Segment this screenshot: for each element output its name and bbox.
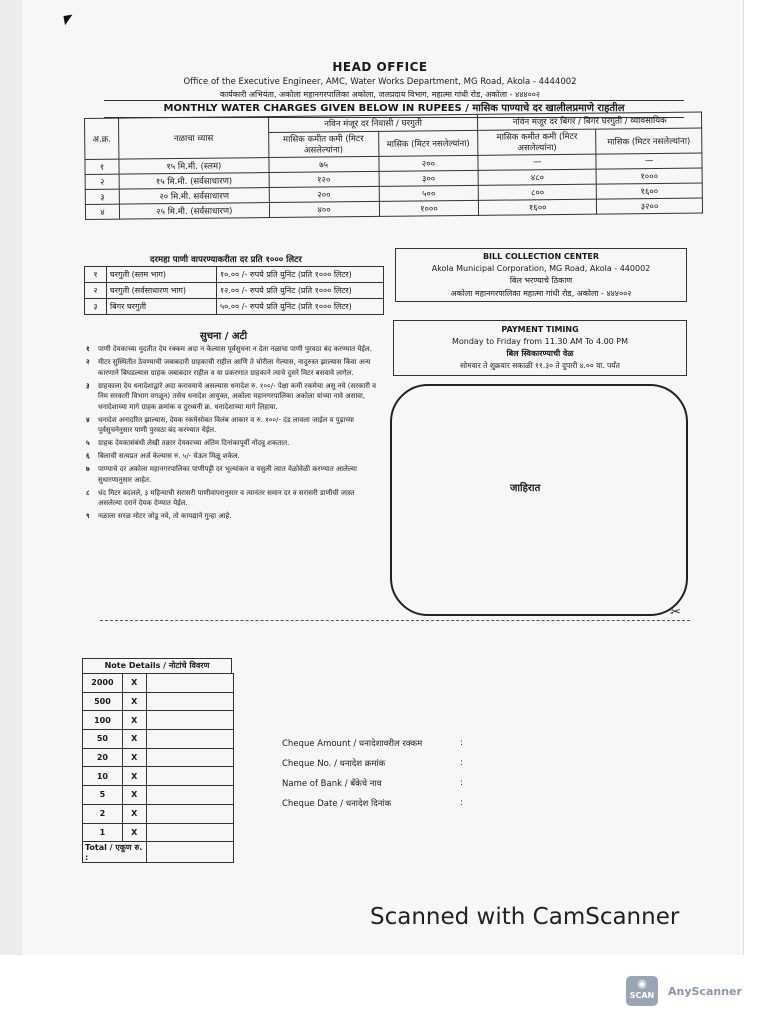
bill-center-label-mr: बिल भरण्याचे ठिकाण	[509, 276, 573, 285]
cell-sr: १	[85, 159, 119, 174]
cell-pipe: २० मि.मी. सर्वसाधारण	[119, 188, 269, 205]
table-row	[83, 748, 234, 767]
sub-unmetered-nonres: मासिक (मिटर नसलेल्यांना)	[596, 128, 702, 154]
table-row	[83, 786, 234, 805]
total-label: Total / एकूण रु. :	[83, 842, 147, 863]
cell-rate: ७५	[269, 156, 379, 172]
list-item	[86, 464, 378, 485]
note-text: ग्राहकाला देय धनादेशाद्वारे अदा करावयाचे असल्यास धनादेश रु. १००/- पेक्षा कमी रकमेचा असु नये (सरकारी व निम सरकारी विभाग वगळून) तसेच धनादेश आयुक्त, अकोला महानगरपालिका अकोला यांच्या नावे असावा, धनादेशाच्या मागे ग्राहक क्रमांक व दुरध्वनी क्र. धनादेशाच्या मागे लिहावा.	[98, 381, 377, 411]
cell-rate: —	[478, 154, 596, 170]
payment-timing	[393, 320, 687, 376]
denomination: 5	[83, 786, 123, 805]
count-field[interactable]	[146, 767, 233, 786]
sub-metered-nonres: मासिक कमीत कमी (मिटर असलेल्यांना)	[478, 129, 596, 155]
cheque-number-row	[282, 758, 470, 778]
multiply-sign: X	[122, 711, 146, 730]
cell-type: घरगुती (स्लम भाग)	[107, 267, 217, 283]
anyscanner-name: AnyScanner	[668, 984, 742, 998]
charges-band: MONTHLY WATER CHARGES GIVEN BELOW IN RUPEES / मासिक पाण्याचे दर खालीलप्रमाणे राहतील	[104, 100, 684, 118]
cell-rate: १२.०० /- रुपये प्रति युनिट (प्रति १००० लिटर)	[217, 283, 384, 299]
count-field[interactable]	[146, 804, 233, 823]
cell-sr: २	[85, 283, 107, 299]
cell-rate: १६००	[596, 183, 702, 199]
cell-rate: ३२००	[597, 198, 703, 214]
count-field[interactable]	[146, 748, 233, 767]
colon: :	[460, 778, 463, 788]
cheque-details	[282, 738, 470, 818]
office-address-en: Office of the Executive Engineer, AMC, Water Works Department, MG Road, Akola - 4444002	[183, 77, 577, 87]
notes-title: सुचना / अटी	[200, 331, 248, 342]
denomination: 20	[83, 748, 123, 767]
header	[160, 60, 600, 100]
cell-pipe: १५ मि.मी. (स्लम)	[119, 158, 269, 175]
multiply-sign: X	[122, 823, 146, 842]
corner-marker-icon: ◤	[62, 11, 75, 27]
count-field[interactable]	[146, 823, 233, 842]
notes-list	[86, 344, 378, 524]
bill-center-title: BILL COLLECTION CENTER	[482, 252, 600, 261]
list-item	[86, 438, 378, 449]
table-row	[83, 730, 234, 749]
note-details-table	[82, 673, 234, 863]
note-text: ग्राहक देयकासंबंधी लेखी तक्रार देयकाच्या अंतिम दिनांकापूर्वी नोंदवु शकतात.	[98, 439, 290, 447]
advertisement-label: जाहिरात	[510, 483, 541, 494]
scissors-icon: ✂	[670, 605, 681, 620]
multiply-sign: X	[122, 674, 146, 693]
list-item	[86, 488, 378, 509]
cell-rate: १०००	[379, 200, 479, 216]
list-item	[86, 511, 378, 522]
tariff-table	[84, 112, 703, 220]
anyscanner-logo-icon: ◉ SCAN	[626, 976, 658, 1006]
note-number: ७	[86, 465, 90, 473]
list-item	[86, 451, 378, 462]
table-row	[83, 767, 234, 786]
payment-hours-mr: सोमवार ते शुक्रवार सकाळी ११.३० ते दुपारी ४.०० वा. पर्यंत	[460, 361, 620, 370]
count-field[interactable]	[146, 711, 233, 730]
colon: :	[460, 758, 463, 768]
list-item	[86, 357, 378, 378]
cell-rate: १०.०० /- रुपये प्रति युनिट (प्रति १००० लिटर)	[217, 267, 384, 283]
cell-sr: ३	[85, 189, 119, 204]
table-row	[83, 711, 234, 730]
multiply-sign: X	[122, 804, 146, 823]
note-number: ८	[86, 488, 90, 497]
colon: :	[460, 738, 463, 748]
note-number: २	[86, 358, 90, 366]
cell-sr: २	[85, 174, 119, 189]
group-residential: नविन मंजूर दर निवासी / घरगुती	[268, 114, 478, 132]
count-field[interactable]	[146, 674, 233, 693]
note-text: पाण्याचे दर अकोला महानगरपालिका पाणीपट्टी दर भूल्यांकन व वसुली त्यात वेळोवेळी करण्यात आलेल्या सुधारणानुसार आहेत.	[98, 465, 357, 484]
cell-rate: १२०	[269, 171, 379, 187]
multiply-sign: X	[122, 748, 146, 767]
cell-rate: १०००	[596, 168, 702, 184]
bill-collection-center	[395, 248, 687, 302]
table-row	[85, 267, 384, 283]
count-field[interactable]	[146, 730, 233, 749]
scan-edge-shade	[0, 0, 22, 955]
denomination: 100	[83, 711, 123, 730]
anyscanner-badge	[626, 976, 742, 1006]
sub-metered-res: मासिक कमीत कमी (मिटर असलेल्यांना)	[268, 131, 378, 157]
payment-title: PAYMENT TIMING	[501, 325, 579, 334]
denomination: 2	[83, 804, 123, 823]
denomination: 500	[83, 692, 123, 711]
cell-rate: १६००	[479, 199, 597, 215]
note-details-title: Note Details / नोटांचे विवरण	[82, 658, 232, 673]
count-field[interactable]	[146, 692, 233, 711]
cheque-amount-row	[282, 738, 470, 758]
advertisement-box	[390, 384, 688, 616]
note-text: बिलाची सत्यप्रत अर्ज केल्यास रु. ५/- घेऊन मिळू शकेल.	[98, 452, 240, 460]
col-pipe: नळाचा व्यास	[118, 117, 268, 160]
table-row	[83, 804, 234, 823]
cell-rate: ३००	[379, 170, 479, 186]
cell-sr: ३	[85, 299, 107, 315]
denomination: 2000	[83, 674, 123, 693]
cell-pipe: २५ मि.मी. (सर्वसाधारण)	[119, 203, 269, 220]
bill-center-address-mr: अकोला महानगरपालिका महात्मा गांधी रोड, अकोला - ४४४००२	[450, 289, 632, 298]
cell-rate: २००	[378, 155, 478, 171]
bank-name-row	[282, 778, 470, 798]
note-number: ६	[86, 452, 90, 460]
note-number: ९	[86, 512, 90, 520]
logo-text: SCAN	[629, 991, 655, 1000]
cell-sr: ४	[85, 204, 119, 219]
note-number: ५	[86, 439, 90, 447]
table-row	[85, 299, 384, 315]
denomination: 1	[83, 823, 123, 842]
cheque-amount-label: Cheque Amount / धनादेशावरील रक्कम	[282, 739, 423, 749]
col-sr: अ.क्र.	[85, 118, 119, 159]
cell-rate: २००	[269, 186, 379, 202]
note-text: मीटर सुस्थितीत ठेवण्याची जबाबदारी ग्राहकाची राहील आणि ते चोरीला गेल्यास, नादुरुस्त झाल्यास किंवा अन्य कारणाने बिघडल्यास ग्राहक जबाबदार राहील व या प्रकरणात ग्राहकाने त्याचे दुसरे मिटर बसवावे लागेल.	[98, 358, 371, 377]
office-title: HEAD OFFICE	[332, 60, 428, 74]
list-item	[86, 381, 378, 413]
cell-sr: १	[85, 267, 107, 283]
cell-pipe: १५ मि.मी. (सर्वसाधारण)	[119, 173, 269, 190]
cut-line	[100, 620, 690, 621]
multiply-sign: X	[122, 692, 146, 711]
table-row	[83, 692, 234, 711]
cell-rate: ४८०	[478, 169, 596, 185]
denomination: 10	[83, 767, 123, 786]
note-text: धनादेश अनादरित झाल्यास, देयक रकमेसोबत विलंब आकार व रु. १००/- दंड लावला जाईल व पुढ़ाच्या पूर्वसुचनेनुसार पाणी पुरवठा बंद करण्यात येईल.	[98, 415, 354, 434]
sub-unmetered-res: मासिक (मिटर नसलेल्यांना)	[378, 130, 478, 156]
cell-rate: ४००	[269, 201, 379, 217]
note-text: नळाला सरळ मोटर जोडू नये, तो कायद्याने गुन्हा आहे.	[98, 512, 232, 520]
list-item	[86, 344, 378, 355]
note-text: धंद मिटर बदलले, ३ महिन्याची सरासरी पाणीवापरानुसार व त्यानंतर समान दर व सरासरी डाणीची जास्त असलेल्या दराने देयक देण्यात येईल.	[98, 488, 355, 507]
cheque-number-label: Cheque No. / धनादेश क्रमांक	[282, 759, 386, 769]
denomination: 50	[83, 730, 123, 749]
multiply-sign: X	[122, 767, 146, 786]
total-row	[83, 842, 234, 863]
rate-table	[84, 266, 384, 315]
colon: :	[460, 798, 463, 808]
multiply-sign: X	[122, 730, 146, 749]
multiply-sign: X	[122, 786, 146, 805]
cell-rate: ५०.०० /- रुपये प्रति युनिट (प्रति १००० लिटर)	[217, 299, 384, 315]
bill-center-address-en: Akola Municipal Corporation, MG Road, Akola - 440002	[431, 264, 651, 273]
table-row	[85, 283, 384, 299]
cheque-date-label: Cheque Date / धनादेश दिनांक	[282, 799, 392, 809]
camscanner-watermark: Scanned with CamScanner	[370, 904, 680, 930]
rate-title: दरमहा पाणी वापरण्याकरीता दर प्रति १००० लिटर	[150, 255, 302, 265]
list-item	[86, 415, 378, 436]
note-number: १	[86, 345, 90, 353]
payment-hours-en: Monday to Friday from 11.30 AM To 4.00 PM	[451, 337, 629, 346]
total-field[interactable]	[146, 842, 233, 863]
note-text: पाणी देयकाच्या मुदतीत देय रक्कम अदा न केल्यास पूर्वसुचना न देता नळाचा पाणी पुरवठा बंद करण्यात येईल.	[98, 345, 372, 353]
cell-rate: —	[596, 153, 702, 169]
cell-rate: ५००	[379, 185, 479, 201]
cell-type: घरगुती (सर्वसाधारण भाग)	[107, 283, 217, 299]
table-row	[83, 823, 234, 842]
office-address-mr: कार्यकारी अभियंता, अकोला महानगरपालिका अकोला, जलप्रदाय विभाग, महात्मा गांधी रोड, अकोला - ४४४००२	[219, 90, 541, 99]
cell-type: बिगर घरगुती	[107, 299, 217, 315]
payment-label-mr: बिल स्विकारण्याची वेळ	[506, 349, 574, 358]
note-number: ४	[86, 415, 90, 424]
count-field[interactable]	[146, 786, 233, 805]
cell-rate: ८००	[479, 184, 597, 200]
cheque-date-row	[282, 798, 470, 818]
table-row	[83, 674, 234, 693]
group-nonresidential: नविन मंजूर दर बिगर / बिगर घरगुती / व्यावसायिक	[478, 112, 702, 130]
note-number: ३	[86, 381, 90, 390]
bank-name-label: Name of Bank / बँकेचे नाव	[282, 779, 382, 789]
